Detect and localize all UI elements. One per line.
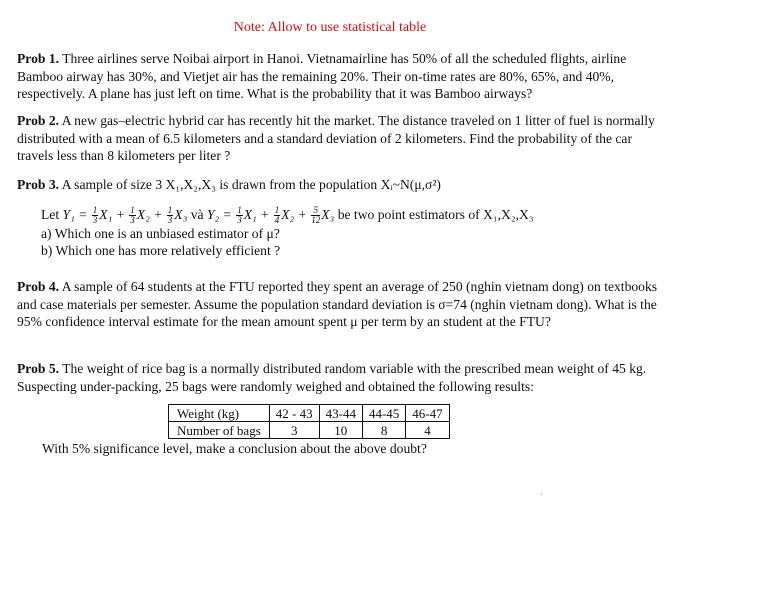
problem-3-text: A sample of size 3 X₁,X₂,X₃ is drawn from the population Xᵢ~N(μ,σ²) [61, 177, 441, 192]
problem-1-text: Three airlines serve Noibai airport in Hanoi. Vietnamairline has 50% of all the scheduled flights, airline Bamboo airway has 30%, and Vietjet air has the remaining 20%. Their on-time rates are 80%, 65%, and 40%, respectively. A plane has just left on time. What is the probability that it was Bamboo airways? [17, 51, 627, 101]
problem-5-conclusion: With 5% significance level, make a conclusion about the above doubt? [42, 441, 427, 456]
problem-5-label: Prob 5. [17, 361, 60, 376]
fraction: $\frac{1}{4}$ [274, 204, 280, 225]
problem-4-text: A sample of 64 students at the FTU reported they spent an average of 250 (nghin vietnam dong) on textbooks and case materials per semester. Assume the population standard deviation is σ=74 (nghin vietnam dong). What is the 95% confidence interval estimate for the mean amount spent μ per term by an student at the FTU? [17, 279, 658, 329]
problem-2-label: Prob 2. [17, 113, 60, 128]
estimator-y2: Y₂ = $\frac{1}{3}$ X₁ + $\frac{1}{4}$ X₂ + $\frac{5}{12}$ X₃ [206, 204, 338, 225]
let-word: Let [41, 206, 60, 222]
table-cell: 10 [319, 422, 362, 439]
table-header-weight: Weight (kg) [169, 405, 270, 422]
problem-1-label: Prob 1. [17, 51, 60, 66]
table-cell: 4 [406, 422, 449, 439]
problem-5 [17, 360, 667, 395]
fraction: $\frac{1}{3}$ [237, 204, 242, 225]
problem-3-part-b: b) Which one has more relatively efficient ? [41, 243, 281, 259]
estimator-y1: Y₁ = $\frac{1}{3}$ X₁ + $\frac{1}{3}$ X₂ + $\frac{1}{3}$ X₃ [62, 204, 191, 225]
problem-3-label: Prob 3. [17, 177, 60, 192]
problem-3-part-a: a) Which one is an unbiased estimator of μ? [41, 225, 280, 241]
va-word: và [190, 206, 204, 222]
problem-4-label: Prob 4. [17, 279, 60, 294]
problem-3 [17, 176, 667, 260]
problem-5-text: The weight of rice bag is a normally distributed random variable with the prescribed mean weight of 45 kg. Suspecting under-packing, 25 bags were randomly weighed and obtained the following results: [17, 361, 647, 394]
fraction: $\frac{1}{3}$ [92, 204, 98, 225]
table-cell: 42 - 43 [269, 405, 319, 422]
fraction: $\frac{1}{3}$ [167, 204, 173, 225]
table-header-count: Number of bags [169, 422, 270, 439]
table-cell: 3 [269, 422, 319, 439]
fraction: $\frac{1}{3}$ [130, 204, 135, 225]
estimators-line [17, 206, 667, 225]
problem-2-text: A new gas–electric hybrid car has recently hit the market. The distance traveled on 1 litter of fuel is normally distributed with a mean of 6.5 kilometers and a standard deviation of 2 kilometers. Find the probability of the car travels less than 8 kilometers per liter ? [17, 113, 655, 163]
problem-1 [17, 50, 667, 103]
table-row [169, 422, 450, 439]
table-row [169, 405, 450, 422]
weight-table [168, 404, 450, 439]
note-heading: Note: Allow to use statistical table [233, 20, 427, 35]
problem-4 [17, 278, 667, 331]
stray-mark: · [540, 490, 543, 499]
table-cell: 44-45 [362, 405, 405, 422]
table-cell: 46-47 [406, 405, 449, 422]
fraction: $\frac{5}{12}$ [311, 204, 321, 225]
estimators-tail: be two point estimators of X₁,X₂,X₃ [337, 206, 534, 222]
table-cell: 43-44 [319, 405, 362, 422]
problem-2 [17, 112, 667, 165]
table-cell: 8 [362, 422, 405, 439]
